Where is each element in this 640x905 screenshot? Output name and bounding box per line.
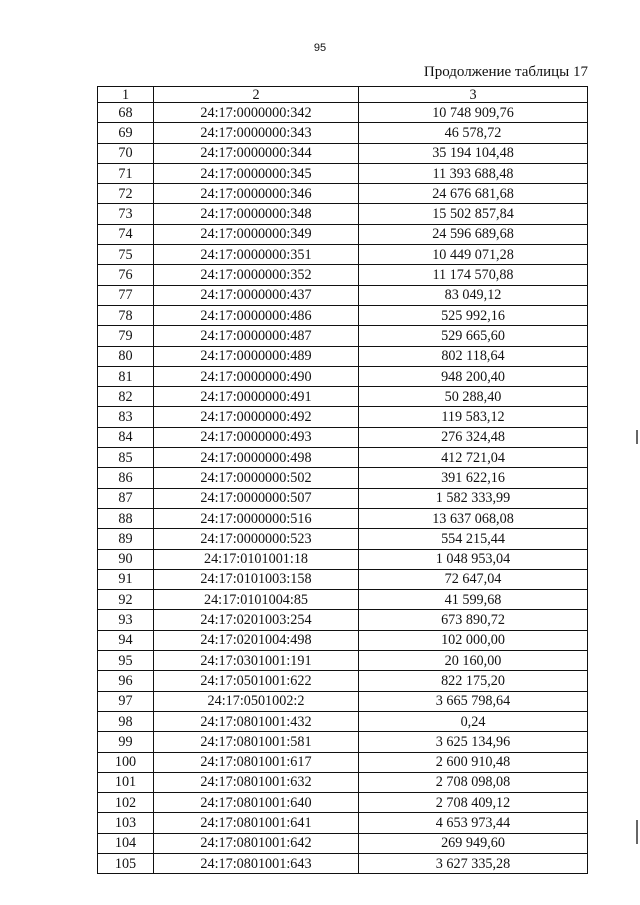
table-row <box>98 529 588 549</box>
table-row <box>98 468 588 488</box>
column-header-2: 2 <box>154 87 359 103</box>
row-number: 77 <box>98 285 154 305</box>
column-header-1: 1 <box>98 87 154 103</box>
cadastral-number: 24:17:0000000:343 <box>154 123 359 143</box>
amount-value: 13 637 068,08 <box>359 508 588 528</box>
amount-value: 554 215,44 <box>359 529 588 549</box>
amount-value: 15 502 857,84 <box>359 204 588 224</box>
cadastral-number: 24:17:0000000:342 <box>154 103 359 123</box>
cadastral-number: 24:17:0801001:640 <box>154 793 359 813</box>
amount-value: 11 393 688,48 <box>359 163 588 183</box>
amount-value: 276 324,48 <box>359 427 588 447</box>
table-row <box>98 549 588 569</box>
row-number: 83 <box>98 407 154 427</box>
cadastral-number: 24:17:0000000:345 <box>154 163 359 183</box>
amount-value: 2 708 098,08 <box>359 772 588 792</box>
data-table <box>97 86 588 874</box>
scan-artifact <box>636 820 638 844</box>
amount-value: 119 583,12 <box>359 407 588 427</box>
row-number: 88 <box>98 508 154 528</box>
cadastral-number: 24:17:0000000:352 <box>154 265 359 285</box>
cadastral-number: 24:17:0000000:486 <box>154 305 359 325</box>
row-number: 89 <box>98 529 154 549</box>
table-row <box>98 326 588 346</box>
amount-value: 83 049,12 <box>359 285 588 305</box>
table-row <box>98 143 588 163</box>
cadastral-number: 24:17:0501002:2 <box>154 691 359 711</box>
scan-artifact <box>636 430 638 444</box>
amount-value: 72 647,04 <box>359 569 588 589</box>
table-row <box>98 427 588 447</box>
cadastral-number: 24:17:0000000:346 <box>154 184 359 204</box>
row-number: 70 <box>98 143 154 163</box>
cadastral-number: 24:17:0801001:617 <box>154 752 359 772</box>
amount-value: 1 048 953,04 <box>359 549 588 569</box>
cadastral-number: 24:17:0801001:643 <box>154 853 359 873</box>
row-number: 86 <box>98 468 154 488</box>
amount-value: 3 627 335,28 <box>359 853 588 873</box>
amount-value: 3 665 798,64 <box>359 691 588 711</box>
table-row <box>98 610 588 630</box>
cadastral-number: 24:17:0101003:158 <box>154 569 359 589</box>
table-row <box>98 224 588 244</box>
table-header <box>98 87 588 103</box>
row-number: 74 <box>98 224 154 244</box>
amount-value: 41 599,68 <box>359 590 588 610</box>
row-number: 95 <box>98 651 154 671</box>
table-row <box>98 752 588 772</box>
cadastral-number: 24:17:0000000:507 <box>154 488 359 508</box>
header-row <box>98 87 588 103</box>
row-number: 90 <box>98 549 154 569</box>
cadastral-number: 24:17:0000000:493 <box>154 427 359 447</box>
table-row <box>98 732 588 752</box>
row-number: 72 <box>98 184 154 204</box>
cadastral-number: 24:17:0801001:632 <box>154 772 359 792</box>
table-row <box>98 123 588 143</box>
cadastral-number: 24:17:0000000:492 <box>154 407 359 427</box>
table-row <box>98 488 588 508</box>
amount-value: 46 578,72 <box>359 123 588 143</box>
amount-value: 20 160,00 <box>359 651 588 671</box>
cadastral-number: 24:17:0000000:498 <box>154 448 359 468</box>
table-row <box>98 245 588 265</box>
table-row <box>98 569 588 589</box>
row-number: 92 <box>98 590 154 610</box>
amount-value: 24 676 681,68 <box>359 184 588 204</box>
column-header-3: 3 <box>359 87 588 103</box>
cadastral-number: 24:17:0501001:622 <box>154 671 359 691</box>
amount-value: 24 596 689,68 <box>359 224 588 244</box>
cadastral-number: 24:17:0000000:516 <box>154 508 359 528</box>
row-number: 102 <box>98 793 154 813</box>
table-row <box>98 103 588 123</box>
table-row <box>98 366 588 386</box>
cadastral-number: 24:17:0201004:498 <box>154 630 359 650</box>
cadastral-number: 24:17:0801001:642 <box>154 833 359 853</box>
row-number: 103 <box>98 813 154 833</box>
table-row <box>98 833 588 853</box>
row-number: 85 <box>98 448 154 468</box>
amount-value: 525 992,16 <box>359 305 588 325</box>
row-number: 91 <box>98 569 154 589</box>
row-number: 99 <box>98 732 154 752</box>
cadastral-number: 24:17:0000000:349 <box>154 224 359 244</box>
row-number: 104 <box>98 833 154 853</box>
row-number: 71 <box>98 163 154 183</box>
cadastral-number: 24:17:0101001:18 <box>154 549 359 569</box>
amount-value: 802 118,64 <box>359 346 588 366</box>
cadastral-number: 24:17:0000000:487 <box>154 326 359 346</box>
cadastral-number: 24:17:0000000:344 <box>154 143 359 163</box>
amount-value: 822 175,20 <box>359 671 588 691</box>
row-number: 94 <box>98 630 154 650</box>
row-number: 78 <box>98 305 154 325</box>
row-number: 81 <box>98 366 154 386</box>
amount-value: 529 665,60 <box>359 326 588 346</box>
cadastral-number: 24:17:0301001:191 <box>154 651 359 671</box>
row-number: 101 <box>98 772 154 792</box>
cadastral-number: 24:17:0000000:502 <box>154 468 359 488</box>
table-row <box>98 711 588 731</box>
row-number: 79 <box>98 326 154 346</box>
table-row <box>98 387 588 407</box>
cadastral-number: 24:17:0000000:491 <box>154 387 359 407</box>
amount-value: 412 721,04 <box>359 448 588 468</box>
table-caption: Продолжение таблицы 17 <box>423 64 588 80</box>
table-row <box>98 163 588 183</box>
table-row <box>98 285 588 305</box>
row-number: 93 <box>98 610 154 630</box>
row-number: 98 <box>98 711 154 731</box>
cadastral-number: 24:17:0000000:351 <box>154 245 359 265</box>
cadastral-number: 24:17:0801001:641 <box>154 813 359 833</box>
row-number: 76 <box>98 265 154 285</box>
table-row <box>98 448 588 468</box>
row-number: 105 <box>98 853 154 873</box>
amount-value: 35 194 104,48 <box>359 143 588 163</box>
row-number: 84 <box>98 427 154 447</box>
table-row <box>98 813 588 833</box>
table-row <box>98 407 588 427</box>
cadastral-number: 24:17:0000000:437 <box>154 285 359 305</box>
table-row <box>98 630 588 650</box>
table-row <box>98 265 588 285</box>
row-number: 97 <box>98 691 154 711</box>
row-number: 73 <box>98 204 154 224</box>
table-row <box>98 853 588 873</box>
amount-value: 4 653 973,44 <box>359 813 588 833</box>
cadastral-number: 24:17:0101004:85 <box>154 590 359 610</box>
cadastral-number: 24:17:0801001:581 <box>154 732 359 752</box>
table-row <box>98 590 588 610</box>
table-row <box>98 691 588 711</box>
amount-value: 1 582 333,99 <box>359 488 588 508</box>
amount-value: 2 708 409,12 <box>359 793 588 813</box>
row-number: 80 <box>98 346 154 366</box>
amount-value: 50 288,40 <box>359 387 588 407</box>
cadastral-number: 24:17:0000000:348 <box>154 204 359 224</box>
amount-value: 10 748 909,76 <box>359 103 588 123</box>
amount-value: 11 174 570,88 <box>359 265 588 285</box>
amount-value: 10 449 071,28 <box>359 245 588 265</box>
row-number: 96 <box>98 671 154 691</box>
amount-value: 0,24 <box>359 711 588 731</box>
amount-value: 673 890,72 <box>359 610 588 630</box>
cadastral-number: 24:17:0000000:489 <box>154 346 359 366</box>
table-row <box>98 671 588 691</box>
table-row <box>98 793 588 813</box>
amount-value: 269 949,60 <box>359 833 588 853</box>
amount-value: 3 625 134,96 <box>359 732 588 752</box>
amount-value: 948 200,40 <box>359 366 588 386</box>
row-number: 87 <box>98 488 154 508</box>
table-row <box>98 184 588 204</box>
cadastral-number: 24:17:0801001:432 <box>154 711 359 731</box>
row-number: 82 <box>98 387 154 407</box>
table-row <box>98 346 588 366</box>
row-number: 100 <box>98 752 154 772</box>
table-row <box>98 204 588 224</box>
cadastral-number: 24:17:0201003:254 <box>154 610 359 630</box>
cadastral-number: 24:17:0000000:523 <box>154 529 359 549</box>
row-number: 69 <box>98 123 154 143</box>
table-row <box>98 508 588 528</box>
amount-value: 391 622,16 <box>359 468 588 488</box>
table-row <box>98 305 588 325</box>
page-number: 95 <box>313 42 327 54</box>
table-body <box>98 103 588 874</box>
table-row <box>98 651 588 671</box>
cadastral-number: 24:17:0000000:490 <box>154 366 359 386</box>
amount-value: 2 600 910,48 <box>359 752 588 772</box>
row-number: 68 <box>98 103 154 123</box>
amount-value: 102 000,00 <box>359 630 588 650</box>
table-row <box>98 772 588 792</box>
row-number: 75 <box>98 245 154 265</box>
